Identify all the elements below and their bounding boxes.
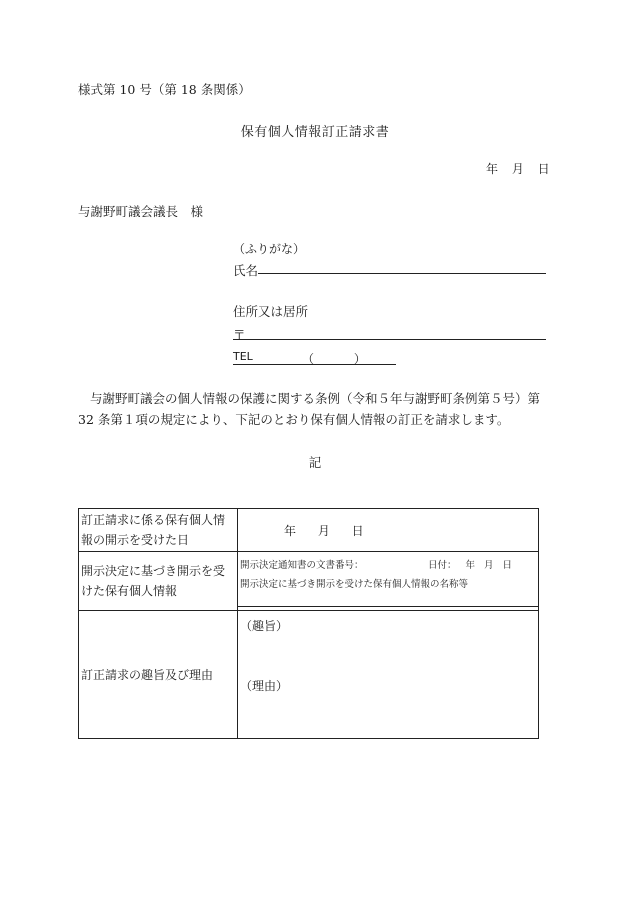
- disclosure-date-cell[interactable]: [238, 509, 539, 552]
- reason-label: （理由）: [240, 679, 289, 693]
- name-label: 氏名: [233, 263, 259, 278]
- address-field-line[interactable]: [233, 339, 546, 340]
- cell-divider: [238, 606, 538, 607]
- form-number: 様式第 10 号（第 18 条関係）: [78, 82, 251, 97]
- addressee: 与謝野町議会議長 様: [78, 204, 204, 219]
- ki-heading: 記: [308, 455, 322, 470]
- tel-parentheses: （ ）: [302, 352, 366, 366]
- disclosed-info-cell[interactable]: [238, 552, 539, 611]
- request-paragraph: 与謝野町議会の個人情報の保護に関する条例（令和５年与謝野町条例第５号）第 32 条第１項の規定により、下記のとおり保有個人情報の訂正を請求します。: [78, 391, 541, 427]
- correction-reason-cell[interactable]: [238, 611, 539, 739]
- request-table: [78, 508, 539, 739]
- disclosed-name-label: 開示決定に基づき開示を受けた保有個人情報の名称等: [240, 579, 469, 590]
- notice-number-label: 開示決定通知書の文書番号：: [240, 560, 364, 571]
- table-row: [79, 552, 539, 611]
- name-field-line[interactable]: [258, 273, 546, 274]
- table-row: [79, 611, 539, 739]
- tel-label: TEL: [233, 350, 253, 363]
- disclosure-date-value: 年 月 日: [284, 524, 364, 538]
- address-label: 住所又は居所: [233, 304, 309, 319]
- tel-field-line[interactable]: [233, 364, 396, 365]
- correction-reason-label: 訂正請求の趣旨及び理由: [79, 611, 238, 739]
- notice-date-label: 日付： 年 月 日: [428, 560, 513, 571]
- furigana-label: （ふりがな）: [233, 242, 306, 256]
- request-date: 年 月 日: [486, 162, 550, 176]
- postal-mark: 〒: [233, 327, 246, 342]
- disclosed-info-label: 開示決定に基づき開示を受けた保有個人情報: [79, 552, 238, 611]
- table-row: [79, 509, 539, 552]
- document-title: 保有個人情報訂正請求書: [240, 125, 390, 140]
- disclosure-date-label: 訂正請求に係る保有個人情報の開示を受けた日: [79, 509, 238, 552]
- gist-label: （趣旨）: [240, 619, 289, 633]
